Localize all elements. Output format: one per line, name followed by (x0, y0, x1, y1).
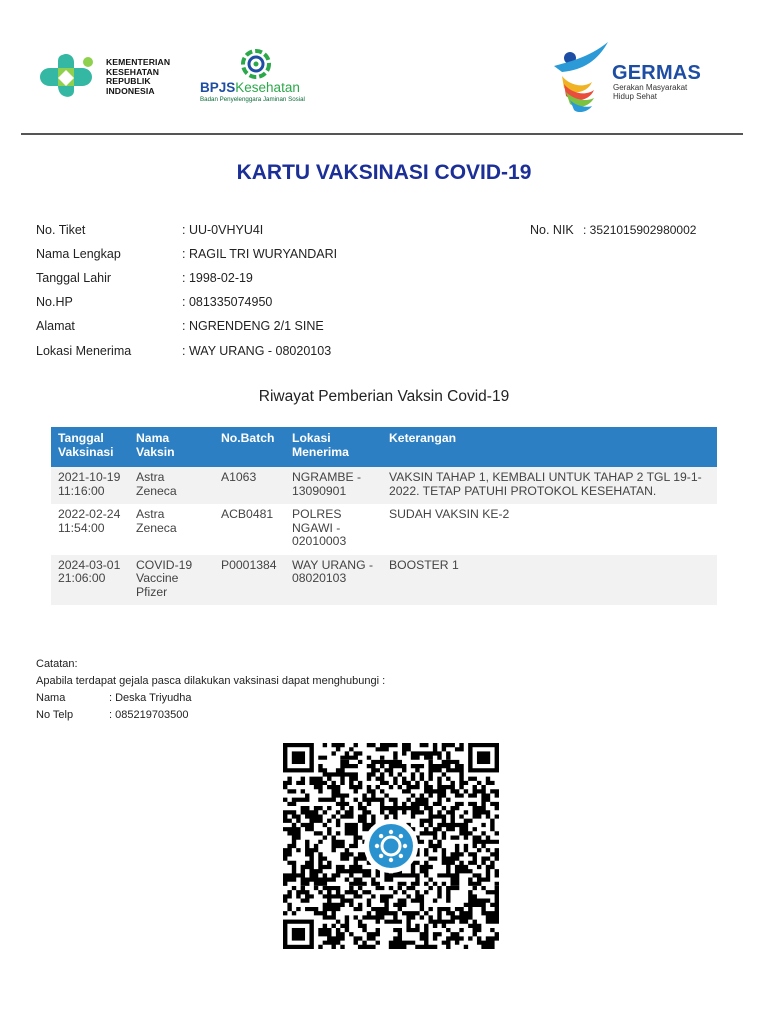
cell-note: BOOSTER 1 (382, 555, 717, 606)
contact-name-row (36, 690, 385, 707)
cell-batch: ACB0481 (221, 507, 274, 521)
cell-vaccine: Astra Zeneca (129, 467, 214, 504)
table-row (51, 467, 717, 504)
qr-logo-dot (399, 854, 403, 858)
ticket-value: : UU-0VHYU4I (182, 223, 264, 237)
cell-date (51, 555, 129, 606)
nik-label: No. NIK (530, 223, 574, 237)
col-header-location: Lokasi Menerima (285, 427, 382, 467)
notes-section (36, 656, 385, 724)
table-header-row (51, 427, 717, 467)
bpjs-logo-icon (238, 48, 274, 80)
cell-location: POLRES NGAWI - 02010003 (292, 507, 347, 548)
kemenkes-logo-icon (38, 52, 100, 98)
ticket-label: No. Tiket (36, 223, 86, 237)
cell-location: NGRAMBE - 13090901 (285, 467, 382, 504)
cell-location: WAY URANG - 08020103 (285, 555, 382, 606)
kemenkes-line: KESEHATAN (106, 66, 160, 77)
bpjs-brand-b: BPJS (200, 80, 236, 95)
germas-tagline (613, 84, 687, 101)
cell-note: SUDAH VAKSIN KE-2 (389, 507, 510, 521)
history-heading: Riwayat Pemberian Vaksin Covid-19 (258, 388, 510, 405)
phone-value: : 081335074950 (182, 295, 273, 309)
col-header-vaccine: Nama Vaksin (129, 427, 214, 467)
birthdate-value: : 1998-02-19 (182, 271, 253, 285)
qr-logo-dot (389, 830, 393, 834)
cell-vaccine: COVID-19 Vaccine Pfizer (129, 555, 214, 606)
contact-phone-row (36, 707, 385, 724)
kemenkes-line: REPUBLIK (106, 76, 151, 87)
table-row (51, 504, 717, 555)
qr-logo-dot (389, 858, 393, 862)
location-value: : WAY URANG - 08020103 (182, 344, 332, 358)
col-header-batch: No.Batch (214, 427, 285, 467)
page-title: KARTU VAKSINASI COVID-19 (236, 161, 532, 184)
bpjs-brand-k: Kesehatan (235, 80, 300, 95)
table-row (51, 555, 717, 606)
date-text: 2024-03-01 (58, 557, 121, 572)
germas-logo-icon (548, 40, 620, 112)
bpjs-tagline: Badan Penyelenggara Jaminan Sosial (200, 96, 305, 103)
nik-value: : 3521015902980002 (583, 223, 697, 237)
notes-title: Catatan: (36, 658, 78, 670)
header-divider (21, 133, 743, 135)
contact-name-label: Nama (36, 692, 66, 704)
germas-tagline-line: Hidup Sehat (613, 91, 658, 101)
contact-name-value: : Deska Triyudha (109, 692, 192, 704)
name-label: Nama Lengkap (36, 247, 121, 261)
qr-logo-dot (379, 854, 383, 858)
time-text: 11:54:00 (58, 520, 105, 535)
cell-date (51, 467, 129, 504)
germas-tagline-line: Gerakan Masyarakat (613, 83, 688, 92)
time-text: 11:16:00 (58, 483, 105, 498)
qr-logo-dot (379, 834, 383, 838)
kemenkes-line: INDONESIA (106, 85, 155, 96)
address-label: Alamat (36, 319, 75, 333)
time-text: 21:06:00 (58, 571, 106, 585)
germas-brand: GERMAS (612, 62, 701, 84)
name-value: : RAGIL TRI WURYANDARI (182, 247, 338, 261)
qr-finder-pattern (468, 743, 499, 772)
address-value: : NGRENDENG 2/1 SINE (182, 319, 324, 333)
cell-vaccine: Astra Zeneca (136, 507, 177, 535)
cell-date (51, 504, 129, 555)
date-text: 2022-02-24 (58, 507, 121, 521)
kemenkes-line: KEMENTERIAN (106, 57, 171, 67)
qr-code-icon (283, 743, 499, 949)
contact-phone-label: No Telp (36, 709, 74, 721)
notes-line: Apabila terdapat gejala pasca dilakukan vaksinasi dapat menghubungi : (36, 675, 386, 687)
qr-logo-dot (403, 844, 407, 848)
qr-logo-dot (375, 844, 379, 848)
qr-finder-pattern (283, 743, 314, 772)
contact-phone-value: : 085219703500 (109, 709, 189, 721)
kemenkes-text (106, 58, 170, 96)
vaccination-table (51, 427, 717, 605)
date-text: 2021-10-19 (58, 470, 121, 484)
cell-batch: P0001384 (214, 555, 285, 606)
col-header-date: Tanggal Vaksinasi (51, 427, 129, 467)
col-header-note: Keterangan (382, 427, 717, 467)
location-label: Lokasi Menerima (36, 344, 132, 358)
cell-batch: A1063 (214, 467, 285, 504)
qr-finder-pattern (283, 920, 314, 949)
phone-label: No.HP (36, 295, 73, 309)
cell-note: VAKSIN TAHAP 1, KEMBALI UNTUK TAHAP 2 TGL 19-1-2022. TETAP PATUHI PROTOKOL KESEHATAN. (382, 467, 717, 504)
bpjs-brand (200, 80, 300, 95)
qr-logo-dot (399, 834, 403, 838)
birthdate-label: Tanggal Lahir (36, 271, 112, 285)
